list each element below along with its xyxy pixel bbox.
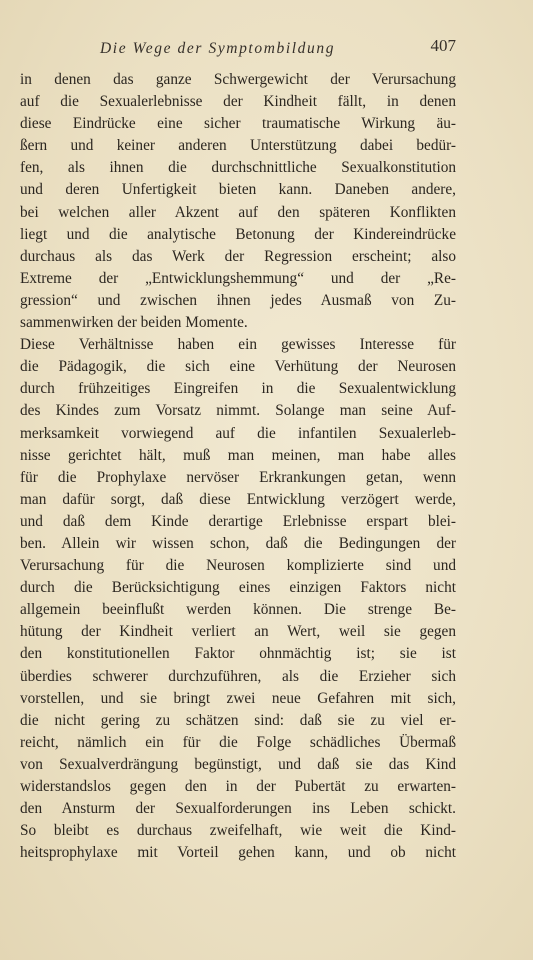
text-line: des Kindes zum Vorsatz nimmt. Solange man seine Auf- [20,402,456,420]
text-line: durch frühzeitiges Eingreifen in die Sexualentwicklung [20,380,456,398]
text-line: die nicht gering zu schätzen sind: daß sie zu viel er- [20,711,456,729]
text-line: Verursachung für die Neurosen komplizierte sind und [20,557,456,575]
text-line: So bleibt es durchaus zweifelhaft, wie weit die Kind- [20,822,456,840]
text-line: ßern und keiner anderen Unterstützung dabei bedür- [20,137,456,155]
text-line: bei welchen aller Akzent auf den späteren Konflikten [20,203,456,221]
text-line: den konstitutionellen Faktor ohnmächtig ist; sie ist [20,645,456,663]
text-line: den Ansturm der Sexualforderungen ins Leben schickt. [20,800,456,818]
text-line: die Pädagogik, die sich eine Verhütung der Neurosen [20,358,456,376]
text-line: ben. Allein wir wissen schon, daß die Bedingungen der [20,534,456,552]
text-line: widerstandslos gegen den in der Pubertät zu erwarten- [20,778,456,795]
page-header [20,34,456,58]
paragraph-start-line: Diese Verhältnisse haben ein gewisses Interesse für [20,336,456,354]
running-head: Die Wege der Symptombildung [100,40,336,57]
text-line: allgemein beeinflußt werden können. Die strenge Be- [20,601,456,619]
text-line: fen, als ihnen die durchschnittliche Sexualkonstitution [20,159,456,177]
text-line: Extreme der „Entwicklungshemmung“ und der „Re- [20,269,456,287]
text-line: reicht, nämlich ein für die Folge schädliches Übermaß [20,733,456,751]
text-line: liegt und die analytische Betonung der Kindereindrücke [20,225,456,243]
text-line: gression“ und zwischen ihnen jedes Ausmaß von Zu- [20,291,456,309]
text-line: für die Prophylaxe nervöser Erkrankungen getan, wenn [20,468,456,486]
text-line: auf die Sexualerlebnisse der Kindheit fällt, in denen [20,93,456,111]
body-text [20,69,456,864]
text-line: diese Eindrücke eine sicher traumatische Wirkung äu- [20,115,456,133]
text-line: durch die Berücksichtigung eines einzigen Faktors nicht [20,579,456,597]
paragraph-end-line: sammenwirken der beiden Momente. [20,314,248,332]
text-line: durchaus als das Werk der Regression erscheint; also [20,247,456,265]
text-line: nisse gerichtet hält, muß man meinen, man habe alles [20,446,456,464]
text-line: überdies schwerer durchzuführen, als die Erzieher sich [20,667,456,685]
text-line: vorstellen, und sie bringt zwei neue Gefahren mit sich, [20,689,456,707]
page-number: 407 [430,36,456,55]
text-line: von Sexualverdrängung begünstigt, und daß sie das Kind [20,755,456,773]
text-line: heitsprophylaxe mit Vorteil gehen kann, und ob nicht [20,844,456,862]
text-line: in denen das ganze Schwergewicht der Verursachung [20,71,456,88]
text-line: und daß dem Kinde derartige Erlebnisse erspart blei- [20,512,456,530]
text-line: hütung der Kindheit verliert an Wert, weil sie gegen [20,623,456,641]
text-line: und deren Unfertigkeit bieten kann. Daneben andere, [20,181,456,199]
text-line: merksamkeit vorwiegend auf die infantilen Sexualerleb- [20,424,456,442]
text-line: man dafür sorgt, daß diese Entwicklung verzögert werde, [20,490,456,508]
